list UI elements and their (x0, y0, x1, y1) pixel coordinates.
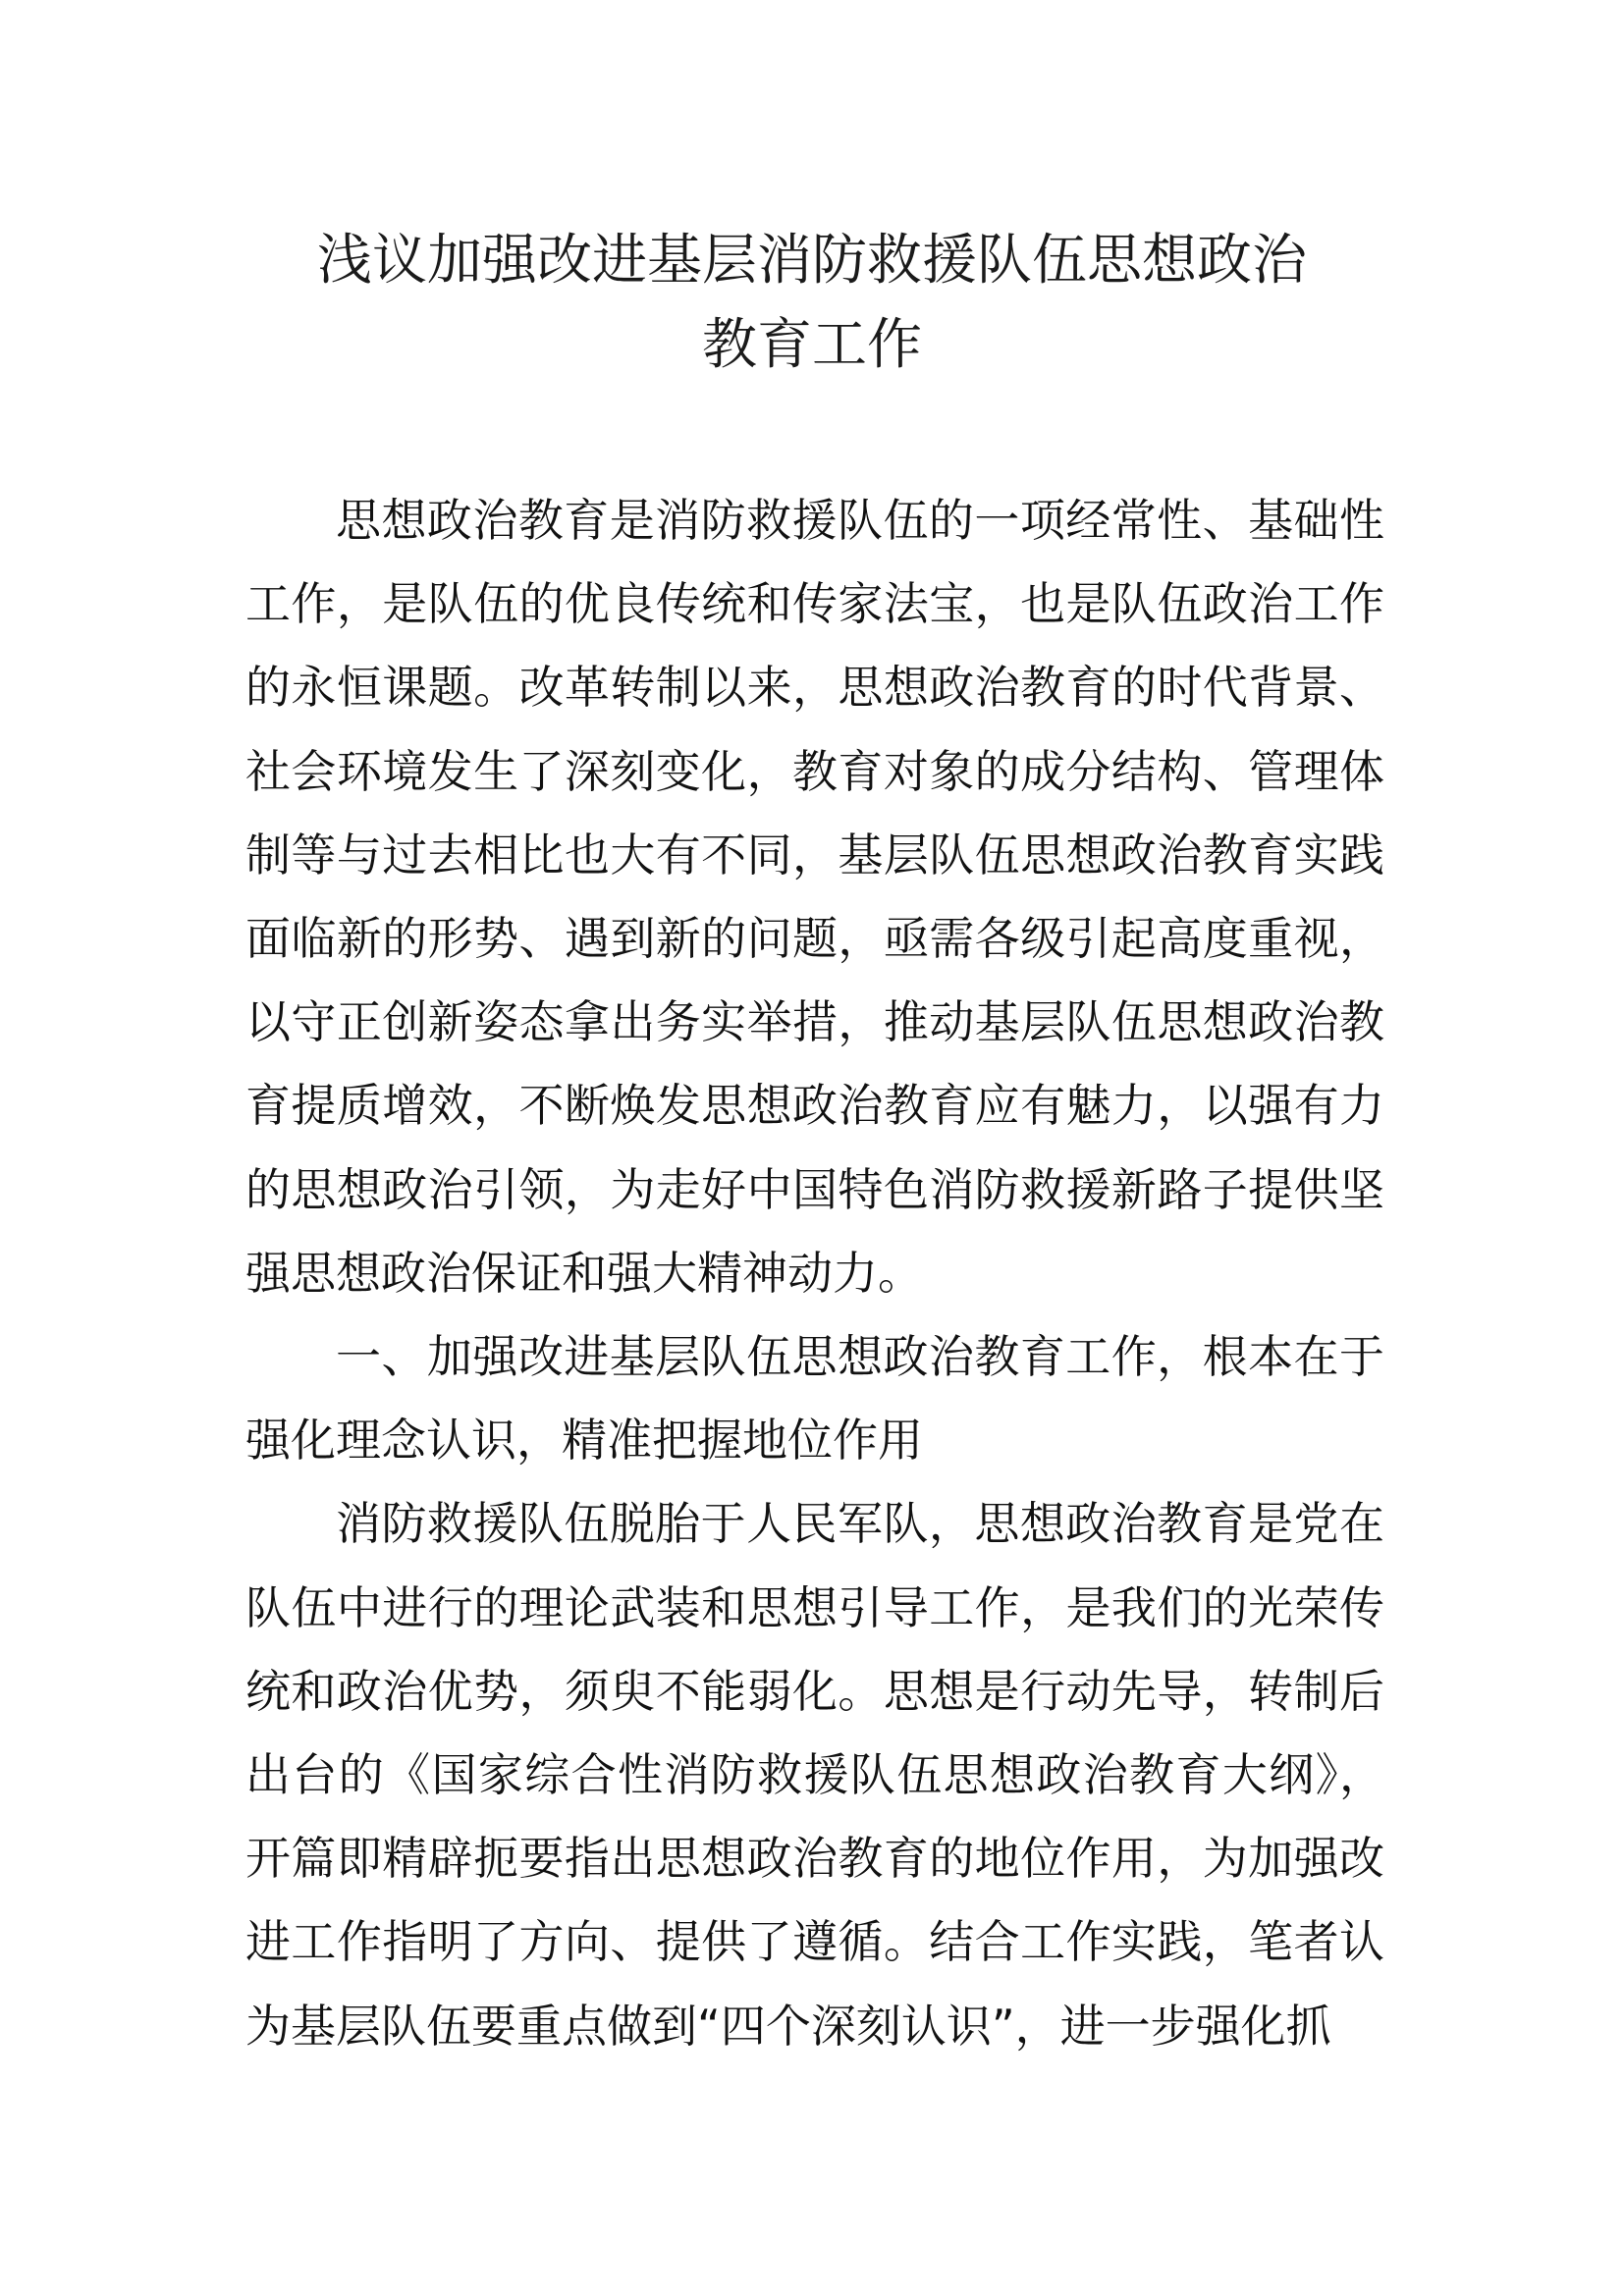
document-body (245, 479, 1384, 2068)
paragraph-section-1: 消防救援队伍脱胎于人民军队，思想政治教育是党在队伍中进行的理论武装和思想引导工作，是我们的光荣传统和政治优势，须臾不能弱化。思想是行动先导，转制后出台的《国家综合性消防救援队伍思想政治教育大纲》，开篇即精辟扼要指出思想政治教育的地位作用，为加强改进工作指明了方向、提供了遵循。结合工作实践，笔者认为基层队伍要重点做到“四个深刻认识”，进一步强化抓 (245, 1497, 1384, 2053)
document-title-line-1: 浅议加强改进基层消防救援队伍思想政治 (317, 229, 1307, 293)
document-title-line-2: 教育工作 (702, 313, 922, 377)
section-heading-1: 一、加强改进基层队伍思想政治教育工作，根本在于强化理念认识，精准把握地位作用 (245, 1330, 1384, 1468)
paragraph-intro: 思想政治教育是消防救援队伍的一项经常性、基础性工作，是队伍的优良传统和传家法宝，也是队伍政治工作的永恒课题。改革转制以来，思想政治教育的时代背景、社会环境发生了深刻变化，教育对象的成分结构、管理体制等与过去相比也大有不同，基层队伍思想政治教育实践面临新的形势、遇到新的问题，亟需各级引起高度重视，以守正创新姿态拿出务实举措，推动基层队伍思想政治教育提质增效，不断焕发思想政治教育应有魅力，以强有力的思想政治引领，为走好中国特色消防救援新路子提供坚强思想政治保证和强大精神动力。 (245, 494, 1384, 1300)
